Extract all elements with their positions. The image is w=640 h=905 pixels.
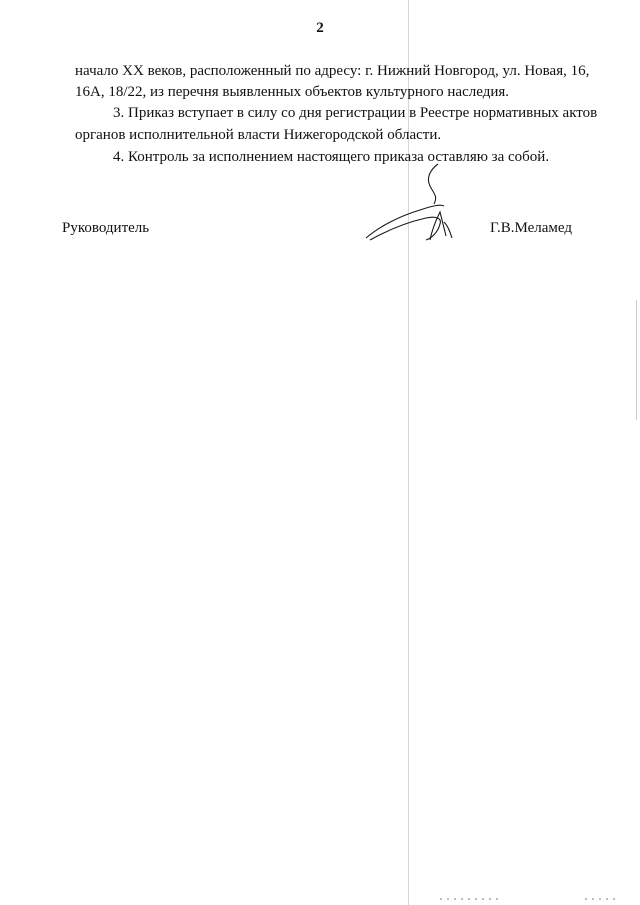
signature-signer-name: Г.В.Меламед <box>490 220 573 236</box>
page-number: 2 <box>316 20 324 36</box>
scan-noise-dots <box>440 898 500 900</box>
paragraph-2-line-2: органов исполнительной власти Нижегородской области. <box>75 127 442 143</box>
signature-position-title: Руководитель <box>62 220 150 236</box>
paragraph-1-line-1: начало XX веков, расположенный по адресу: г. Нижний Новгород, ул. Новая, 16, <box>75 63 590 79</box>
paragraph-2-line-1: 3. Приказ вступает в силу со дня регистрации в Реестре нормативных актов <box>113 105 598 121</box>
scan-noise-dots <box>585 898 620 900</box>
paragraph-1-line-2: 16А, 18/22, из перечня выявленных объектов культурного наследия. <box>75 84 509 100</box>
paragraph-3-line-1: 4. Контроль за исполнением настоящего приказа оставляю за собой. <box>113 149 550 165</box>
scan-edge-mark <box>636 300 637 420</box>
handwritten-signature <box>360 160 460 250</box>
